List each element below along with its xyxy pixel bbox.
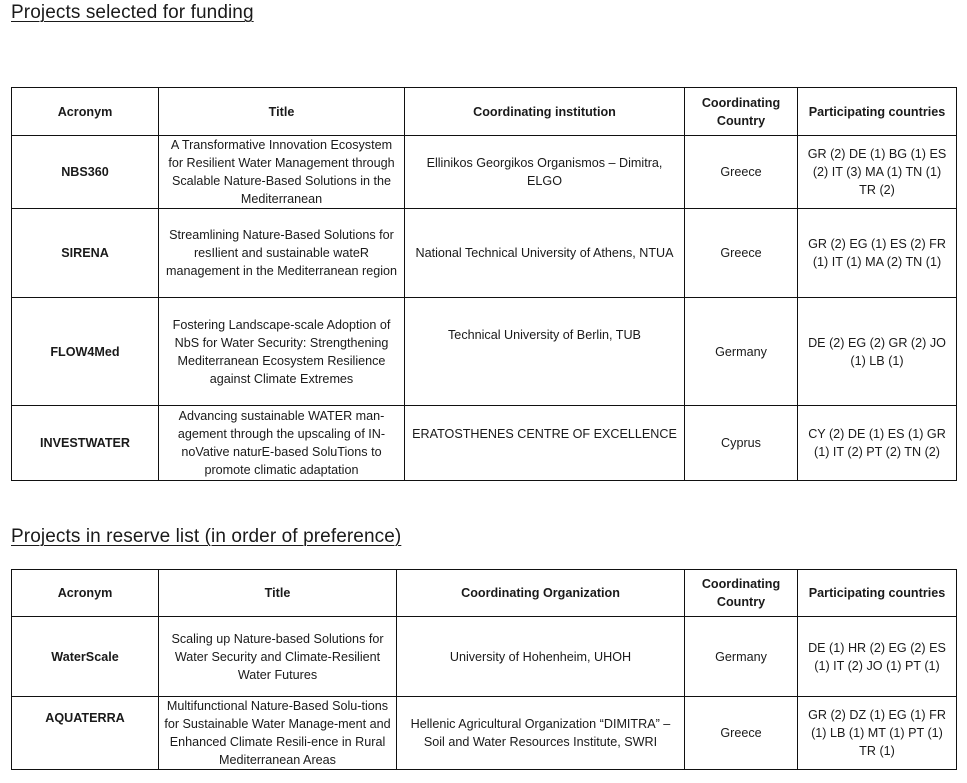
country-cell: Greece	[685, 136, 798, 209]
title-cell: Streamlining Nature-Based Solutions for resIlient and sustainable wateR management in the Mediterranean region	[159, 209, 405, 298]
participants-cell: DE (1) HR (2) EG (2) ES (1) IT (2) JO (1) PT (1)	[798, 617, 957, 697]
table-row	[12, 209, 957, 298]
country-cell: Greece	[685, 209, 798, 298]
header-title: Title	[159, 88, 405, 136]
organization-cell: Hellenic Agricultural Organization “DIMITRA” – Soil and Water Resources Institute, SWRI	[397, 697, 685, 770]
reserve-projects-table	[11, 569, 957, 770]
header-acronym: Acronym	[12, 570, 159, 617]
selected-projects-heading: Projects selected for funding	[11, 2, 254, 23]
selected-projects-table	[11, 87, 957, 481]
reserve-projects-heading: Projects in reserve list (in order of preference)	[11, 526, 402, 547]
participants-cell: DE (2) EG (2) GR (2) JO (1) LB (1)	[798, 298, 957, 406]
header-country: Coordinating Country	[685, 88, 798, 136]
participants-cell: GR (2) DZ (1) EG (1) FR (1) LB (1) MT (1) PT (1) TR (1)	[798, 697, 957, 770]
table-row	[12, 298, 957, 406]
acronym-cell: AQUATERRA	[12, 697, 159, 770]
header-organization: Coordinating Organization	[397, 570, 685, 617]
table-row	[12, 617, 957, 697]
title-cell: Multifunctional Nature-Based Solu-tions for Sustainable Water Manage-ment and Enhanced Climate Resili-ence in Rural Mediterranean Areas	[159, 697, 397, 770]
participants-cell: CY (2) DE (1) ES (1) GR (1) IT (2) PT (2) TN (2)	[798, 406, 957, 481]
title-cell: Fostering Landscape-scale Adoption of NbS for Water Security: Strengthening Mediterranean Ecosystem Resilience against Climate Extremes	[159, 298, 405, 406]
country-cell: Germany	[685, 617, 798, 697]
header-institution: Coordinating institution	[405, 88, 685, 136]
acronym-cell: NBS360	[12, 136, 159, 209]
acronym-cell: FLOW4Med	[12, 298, 159, 406]
header-participants: Participating countries	[798, 88, 957, 136]
institution-cell: Ellinikos Georgikos Organismos – Dimitra, ELGO	[405, 136, 685, 209]
institution-cell: Technical University of Berlin, TUB	[405, 298, 685, 406]
title-cell: Scaling up Nature-based Solutions for Water Security and Climate-Resilient Water Futures	[159, 617, 397, 697]
participants-cell: GR (2) EG (1) ES (2) FR (1) IT (1) MA (2) TN (1)	[798, 209, 957, 298]
title-cell: Advancing sustainable WATER man-agement through the upscaling of IN-noVative naturE-based SoluTions to promote climatic adaptation	[159, 406, 405, 481]
table-row	[12, 136, 957, 209]
header-participants: Participating countries	[798, 570, 957, 617]
header-title: Title	[159, 570, 397, 617]
institution-cell: National Technical University of Athens, NTUA	[405, 209, 685, 298]
country-cell: Cyprus	[685, 406, 798, 481]
header-acronym: Acronym	[12, 88, 159, 136]
header-country: Coordinating Country	[685, 570, 798, 617]
title-cell: A Transformative Innovation Ecosystem for Resilient Water Management through Scalable Nature-Based Solutions in the Mediterranean	[159, 136, 405, 209]
acronym-cell: SIRENA	[12, 209, 159, 298]
organization-cell: University of Hohenheim, UHOH	[397, 617, 685, 697]
acronym-cell: WaterScale	[12, 617, 159, 697]
country-cell: Germany	[685, 298, 798, 406]
country-cell: Greece	[685, 697, 798, 770]
participants-cell: GR (2) DE (1) BG (1) ES (2) IT (3) MA (1) TN (1) TR (2)	[798, 136, 957, 209]
table-row	[12, 406, 957, 481]
institution-cell: ERATOSTHENES CENTRE OF EXCELLENCE	[405, 406, 685, 481]
table-row	[12, 697, 957, 770]
table-header-row	[12, 570, 957, 617]
acronym-cell: INVESTWATER	[12, 406, 159, 481]
table-header-row	[12, 88, 957, 136]
